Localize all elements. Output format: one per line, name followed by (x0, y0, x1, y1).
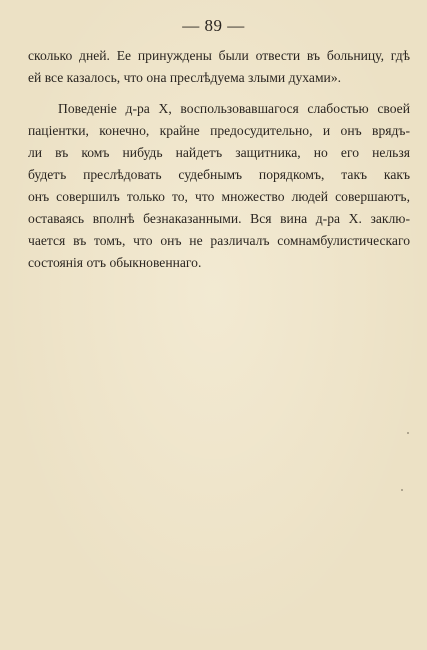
text-line: ей все казалось, что она преслѣдуема злыми духами». (28, 70, 342, 85)
text-line: ли въ комъ нибудь найдетъ защитника, но его нельзя (28, 145, 410, 160)
text-line: оставаясь вполнѣ безнаказанными. Вся вина д-ра Х. заклю- (28, 211, 410, 226)
text-line: состоянiя отъ обыкновеннаго. (28, 255, 202, 270)
body-text (28, 45, 410, 274)
text-line: чается въ томъ, что онъ не различалъ сомнамбулистическаго (28, 233, 410, 248)
paragraph (28, 98, 410, 274)
text-line: пацiентки, конечно, крайне предосудительно, и онъ врядъ- (28, 123, 410, 138)
text-line: Поведенiе д-ра Х, воспользовавшагося слабостью своей (58, 101, 410, 116)
paper-speck (407, 432, 409, 434)
text-line: онъ совершилъ только то, что множество людей совершаютъ, (28, 189, 410, 204)
text-line: сколько дней. Ее принуждены были отвести въ больницу, гдѣ (28, 48, 410, 63)
paper-speck (401, 489, 403, 491)
page-number: — 89 — (182, 16, 245, 35)
paragraph (28, 45, 410, 89)
text-line: будетъ преслѣдовать судебнымъ порядкомъ, такъ какъ (28, 167, 410, 182)
